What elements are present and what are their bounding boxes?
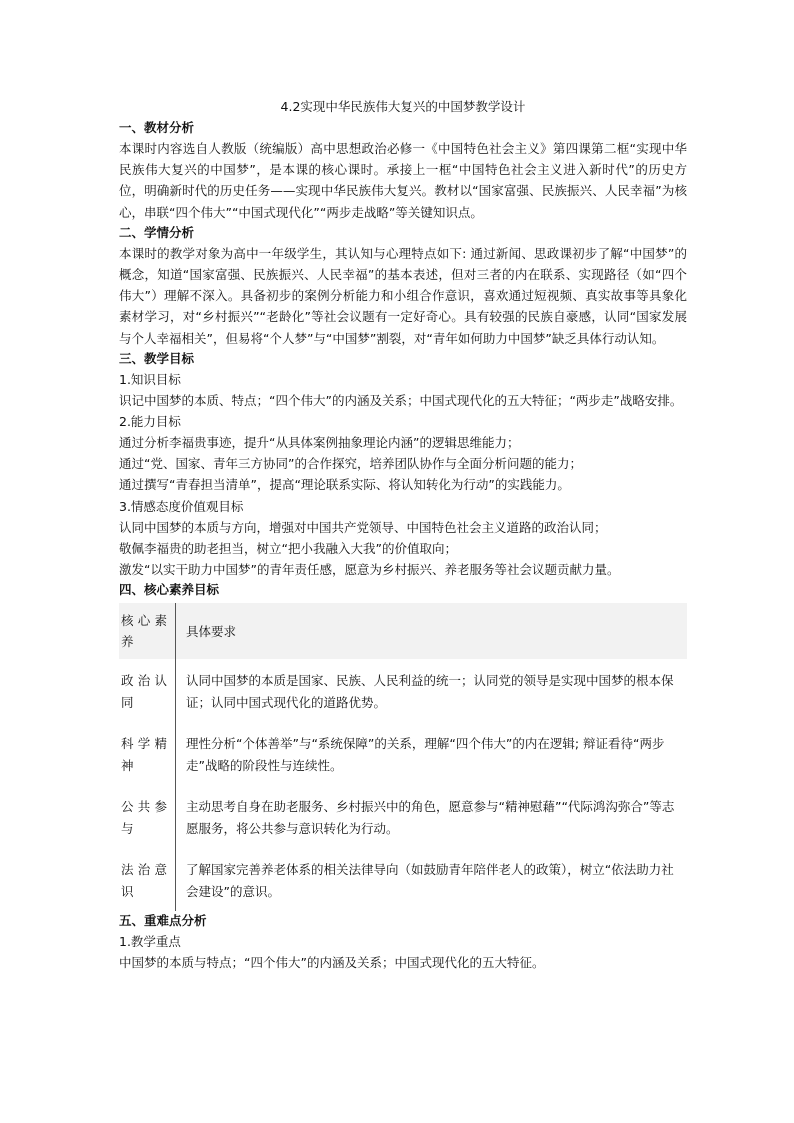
section-heading-core-competency: 四、核心素养目标: [119, 582, 220, 598]
knowledge-goal-text: 识记中国梦的本质、特点；“四个伟大”的内涵及关系；中国式现代化的五大特征；“两步走”战略安排。: [119, 392, 683, 408]
table-row: [119, 785, 687, 848]
competency-requirement: 理性分析“个体善举”与“系统保障”的关系，理解“四个伟大”的内在逻辑; 辩证看待“两步走”战略的阶段性与连续性。: [176, 722, 688, 785]
emotion-goal-item: 认同中国梦的本质与方向，增强对中国共产党领导、中国特色社会主义道路的政治认同；: [119, 519, 607, 535]
emotion-goal-item: 敬佩李福贵的助老担当，树立“把小我融入大我”的价值取向；: [119, 540, 457, 556]
ability-goal-item: 通过分析李福贵事迹，提升“从具体案例抽象理论内涵”的逻辑思维能力；: [119, 435, 520, 451]
ability-goal-item: 通过撰写“青春担当清单”，提高“理论联系实际、将认知转化为行动”的实践能力。: [119, 477, 570, 493]
teaching-focus-text: 中国梦的本质与特点；“四个伟大”的内涵及关系；中国式现代化的五大特征。: [119, 955, 545, 971]
textbook-analysis-paragraph: 本课时内容选自人教版（统编版）高中思想政治必修一《中国特色社会主义》第四课第二框“实现中华民族伟大复兴的中国梦”，是本课的核心课时。承接上一框“中国特色社会主义进入新时代”的历史方位，明确新时代的历史任务——实现中华民族伟大复兴。教材以“国家富强、民族振兴、人民幸福”为核心，串联“四个伟大”“中国式现代化”“两步走战略”等关键知识点。: [119, 141, 687, 220]
table-row: [119, 848, 687, 911]
learner-analysis-paragraph: 本课时的教学对象为高中一年级学生，其认知与心理特点如下: 通过新闻、思政课初步了解“中国梦”的概念，知道“国家富强、民族振兴、人民幸福”的基本表述，但对三者的内在联系、实现路径（如“四个伟大”）理解不深入。具备初步的案例分析能力和小组合作意识，喜欢通过短视频、真实故事等具象化素材学习，对“乡村振兴”“老龄化”等社会议题有一定好奇心。具有较强的民族自豪感，认同“国家发展与个人幸福相关”，但易将“个人梦”与“中国梦”割裂，对“青年如何助力中国梦”缺乏具体行动认知。: [119, 245, 687, 346]
ability-goal-item: 通过“党、国家、青年三方协同”的合作探究，培养团队协作与全面分析问题的能力；: [119, 456, 582, 472]
table-header-competency: 核心素养: [121, 612, 167, 650]
section-heading-key-difficult-points: 五、重难点分析: [119, 913, 207, 929]
section-heading-textbook-analysis: 一、教材分析: [119, 120, 195, 135]
competency-name: 法治意识: [121, 862, 167, 899]
knowledge-goal-label: 1.知识目标: [119, 371, 181, 387]
competency-requirement: 主动思考自身在助老服务、乡村振兴中的角色，愿意参与“精神慰藉”“代际鸿沟弥合”等志愿服务，将公共参与意识转化为行动。: [176, 785, 688, 848]
emotion-goal-item: 激发“以实干助力中国梦”的青年责任感，愿意为乡村振兴、养老服务等社会议题贡献力量。: [119, 562, 620, 578]
table-header-row: [119, 603, 687, 659]
ability-goal-label: 2.能力目标: [119, 414, 181, 430]
table-header-requirement: 具体要求: [176, 603, 688, 659]
document-title: 4.2实现中华民族伟大复兴的中国梦教学设计: [280, 99, 526, 114]
section-heading-learner-analysis: 二、学情分析: [119, 224, 195, 240]
competency-requirement: 认同中国梦的本质是国家、民族、人民利益的统一；认同党的领导是实现中国梦的根本保证；认同中国式现代化的道路优势。: [176, 659, 688, 722]
emotion-goal-label: 3.情感态度价值观目标: [119, 498, 244, 514]
competency-name: 科学精神: [121, 736, 167, 773]
section-heading-teaching-goals: 三、教学目标: [119, 350, 195, 366]
table-row: [119, 659, 687, 722]
core-competency-table: [119, 603, 687, 911]
document-page: [119, 96, 687, 973]
competency-requirement: 了解国家完善养老体系的相关法律导向（如鼓励青年陪伴老人的政策），树立“依法助力社会建设”的意识。: [176, 848, 688, 911]
competency-name: 政治认同: [121, 673, 167, 710]
competency-name: 公共参与: [121, 799, 167, 836]
table-row: [119, 722, 687, 785]
teaching-focus-label: 1.教学重点: [119, 934, 181, 950]
